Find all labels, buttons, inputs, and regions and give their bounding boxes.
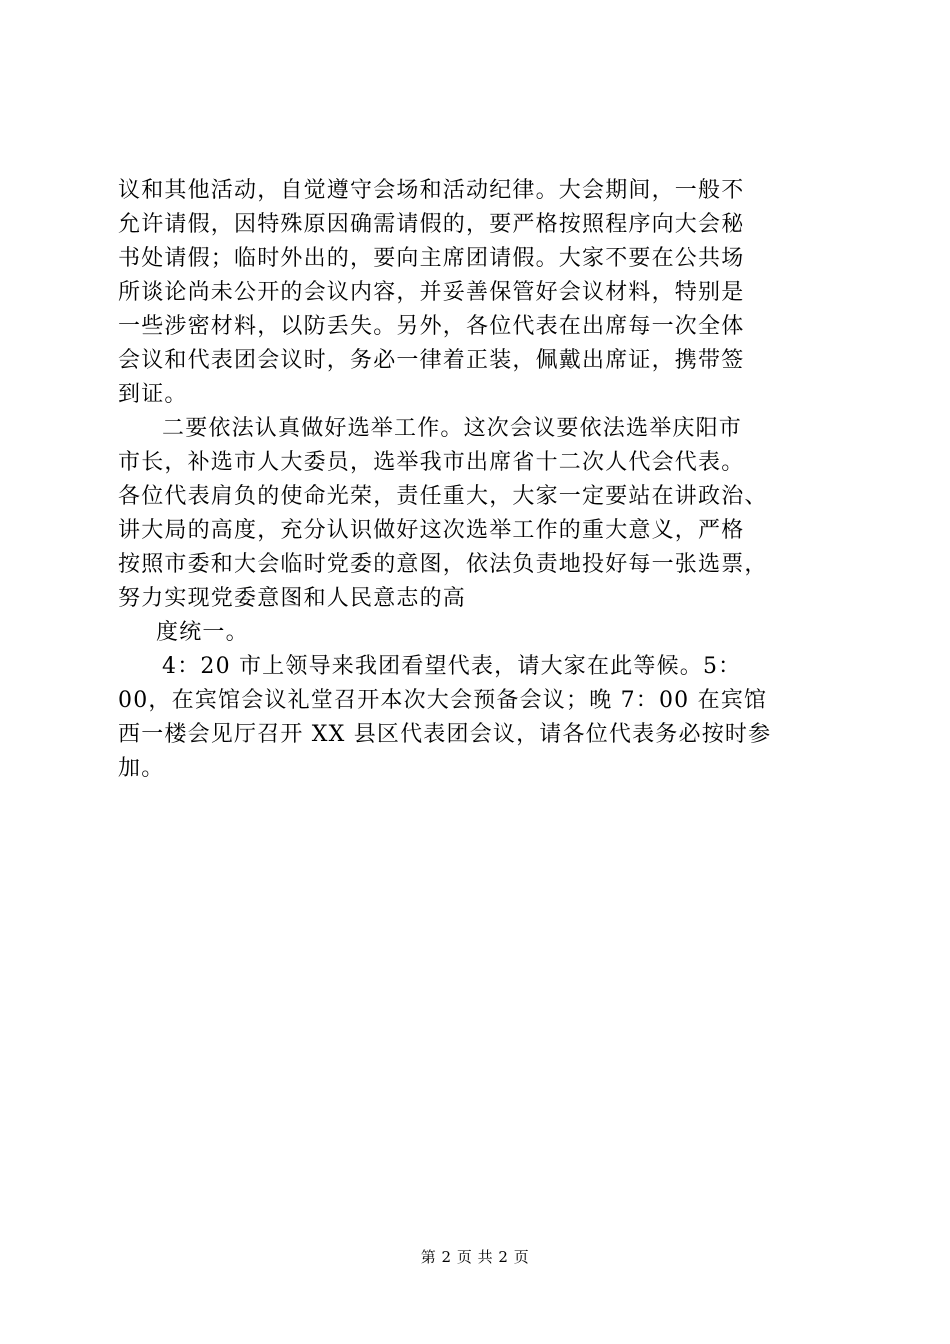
text-line: 按照市委和大会临时党委的意图，依法负责地投好每一张选票， <box>118 552 768 577</box>
text-line: 努力实现党委意图和人民意志的高 <box>118 586 467 611</box>
paragraph-start-line: 4：20 市上领导来我团看望代表，请大家在此等候。5： <box>162 654 742 679</box>
text-line: 市长，补选市人大委员，选举我市出席省十二次人代会代表。 <box>118 450 745 475</box>
text-line: 00，在宾馆会议礼堂召开本次大会预备会议；晚 7：00 在宾馆 <box>118 688 768 713</box>
paragraph-start-line: 二要依法认真做好选举工作。这次会议要依法选举庆阳市 <box>162 416 743 441</box>
text-line: 西一楼会见厅召开 XX 县区代表团会议，请各位代表务必按时参 <box>118 722 772 747</box>
text-line: 所谈论尚未公开的会议内容，并妥善保管好会议材料，特别是 <box>118 280 745 305</box>
text-line: 议和其他活动，自觉遵守会场和活动纪律。大会期间，一般不 <box>118 178 745 203</box>
text-line: 书处请假；临时外出的，要向主席团请假。大家不要在公共场 <box>118 246 745 271</box>
text-line: 讲大局的高度，充分认识做好这次选举工作的重大意义，严格 <box>118 518 745 543</box>
page-number-footer: 第 2 页 共 2 页 <box>420 1248 530 1266</box>
text-line: 各位代表肩负的使命光荣，责任重大，大家一定要站在讲政治、 <box>118 484 768 509</box>
document-body <box>118 174 838 786</box>
text-line: 会议和代表团会议时，务必一律着正装，佩戴出席证，携带签 <box>118 348 745 373</box>
paragraph-start-line: 度统一。 <box>156 620 249 645</box>
text-line: 加。 <box>118 756 165 781</box>
text-line: 一些涉密材料，以防丢失。另外，各位代表在出席每一次全体 <box>118 314 745 339</box>
text-line: 允许请假，因特殊原因确需请假的，要严格按照程序向大会秘 <box>118 212 745 237</box>
text-line: 到证。 <box>118 382 188 407</box>
